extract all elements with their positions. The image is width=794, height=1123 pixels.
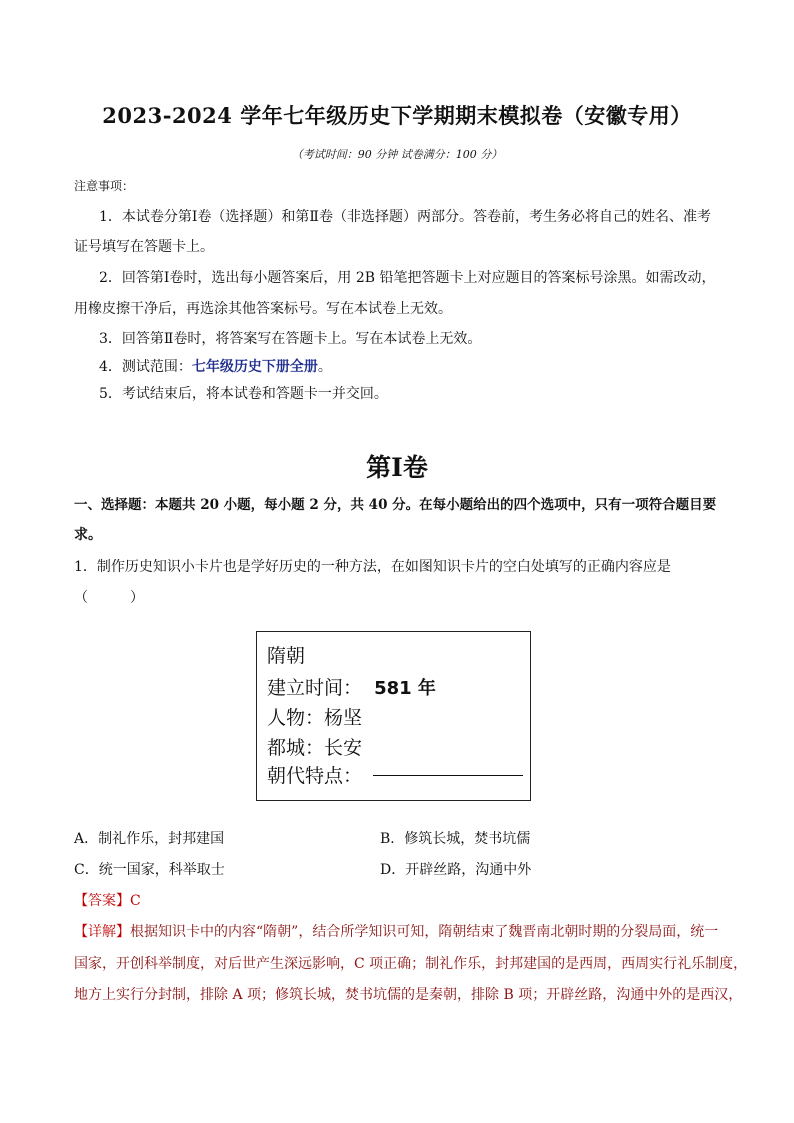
question-1-paren: （ ） <box>74 590 144 606</box>
card-blank-line <box>373 775 523 776</box>
card-feature-label: 朝代特点： <box>267 765 363 787</box>
note-4 <box>99 356 332 376</box>
detail-line-2: 国家，开创科举制度，对后世产生深远影响，C 项正确；制礼作乐，封邦建国的是西周，西周实行礼乐制度， <box>74 956 748 972</box>
card-founded-label: 建立时间： <box>267 677 363 699</box>
answer-value: C <box>130 893 141 909</box>
question-1-stem: 1．制作历史知识小卡片也是学好历史的一种方法，在如图知识卡片的空白处填写的正确内容应是 <box>74 559 671 575</box>
option-a: A．制礼作乐，封邦建国 <box>74 831 225 847</box>
section-instruction-a: 一、选择题：本题共 20 小题，每小题 2 分，共 40 分。在每小题给出的四个选项中，只有一项符合题目要 <box>74 497 717 513</box>
card-capital: 都城：长安 <box>267 737 363 759</box>
note-2a: 2．回答第Ⅰ卷时，选出每小题答案后，用 2B 铅笔把答题卡上对应题目的答案标号涂黑。如需改动， <box>99 270 716 286</box>
section-title: 第Ⅰ卷 <box>366 453 428 482</box>
note-4-suffix: 。 <box>317 359 332 375</box>
card-title: 隋朝 <box>267 645 306 667</box>
detail-line-3: 地方上实行分封制，排除 A 项；修筑长城，焚书坑儒的是秦朝，排除 B 项；开辟丝路，沟通中外的是西汉， <box>74 987 743 1003</box>
exam-title: 2023-2024 学年七年级历史下学期期末模拟卷（安徽专用） <box>102 103 692 128</box>
detail-text-1: 根据知识卡中的内容“隋朝”，结合所学知识可知，隋朝结束了魏晋南北朝时期的分裂局面，统一 <box>130 924 719 940</box>
note-3: 3．回答第Ⅱ卷时，将答案写在答题卡上。写在本试卷上无效。 <box>99 331 482 347</box>
card-founded <box>267 673 436 700</box>
test-scope: 七年级历史下册全册 <box>191 359 318 375</box>
note-2b: 用橡皮擦干净后，再选涂其他答案标号。写在本试卷上无效。 <box>74 301 452 317</box>
exam-subtitle: （考试时间：90 分钟 试卷满分：100 分） <box>291 148 503 161</box>
note-5: 5．考试结束后，将本试卷和答题卡一并交回。 <box>99 386 388 402</box>
card-person: 人物：杨坚 <box>267 707 363 729</box>
notes-heading: 注意事项： <box>74 179 135 193</box>
answer-label: 【答案】 <box>74 893 130 909</box>
detail-line-1 <box>74 921 718 941</box>
note-1b: 证号填写在答题卡上。 <box>74 239 214 255</box>
option-c: C．统一国家，科举取士 <box>74 862 225 878</box>
knowledge-card <box>256 631 531 801</box>
section-instruction-b: 求。 <box>74 527 102 543</box>
note-1a: 1．本试卷分第Ⅰ卷（选择题）和第Ⅱ卷（非选择题）两部分。答卷前，考生务必将自己的姓名、准考 <box>99 209 711 225</box>
card-founded-value: 581 年 <box>374 678 436 699</box>
detail-label: 【详解】 <box>74 924 130 940</box>
answer-line <box>74 890 141 910</box>
option-b: B．修筑长城，焚书坑儒 <box>380 831 531 847</box>
note-4-prefix: 4．测试范围： <box>99 359 192 375</box>
option-d: D．开辟丝路，沟通中外 <box>380 862 532 878</box>
